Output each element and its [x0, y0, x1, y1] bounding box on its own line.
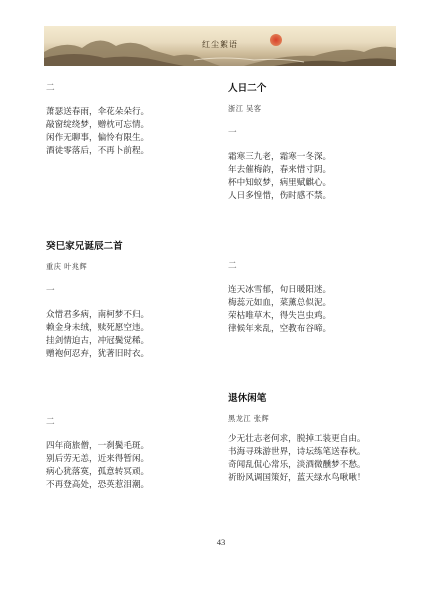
poem-title: 退休闲笔	[228, 393, 267, 404]
poem-line: 祈盼风调国策好，蓝天绿水鸟啾啾！	[228, 473, 366, 483]
poem-number: 二	[46, 83, 55, 93]
poem-line: 病心犹落寞，孤意转冥顽。	[46, 467, 150, 477]
poem-line: 萧瑟送春雨，伞花朵朵行。	[46, 107, 150, 117]
poem-block	[46, 82, 226, 158]
poem-line: 书海寻珠游世界，诗坛练笔送春秋。	[228, 447, 366, 457]
poem-number: 二	[46, 417, 55, 427]
poem-number: 二	[228, 261, 237, 271]
poem-number: 一	[228, 128, 237, 138]
poem-line: 闲作无聊事，偏怜有限生。	[46, 133, 150, 143]
poem-line: 挂剑情迫古，冲冠鬓觉稀。	[46, 336, 150, 346]
poem-line: 少无壮志老何求，脱掉工装更自由。	[228, 434, 366, 444]
poem-line: 赖金身未绒，赎死愿空违。	[46, 323, 150, 333]
poem-line: 荣枯唯草木，得失岂虫鸡。	[228, 311, 332, 321]
poem-line: 梅蕊元如血，菜薰总似泥。	[228, 298, 332, 308]
poem-block	[46, 416, 226, 492]
poem-line: 杯中知蚁梦，病里赋麒心。	[228, 178, 332, 188]
poem-title: 人日二个	[228, 83, 267, 94]
poem-line: 赠袍何忍弃，犹著旧时衣。	[46, 349, 150, 359]
header-banner	[44, 26, 396, 66]
poem-line: 酒徒零落后，不再卜前程。	[46, 146, 150, 156]
poem-line: 霜寒三九老，霜寒一冬深。	[228, 152, 332, 162]
poem-title: 癸巳家兄诞辰二首	[46, 241, 123, 252]
poem-author: 重庆 叶兆辉	[46, 262, 88, 271]
poem-line: 人日多惶惜，伤时感不禁。	[228, 191, 332, 201]
poem-line: 年去催梅韵，春来惜寸阴。	[228, 165, 332, 175]
poem-block	[46, 240, 226, 361]
poem-block	[228, 392, 418, 485]
poem-line: 四年商旅僧，一刹鬓毛斑。	[46, 441, 150, 451]
poem-line: 连天冰雪郁，旬日暖阳迷。	[228, 285, 332, 295]
poem-author: 浙江 吴客	[228, 104, 262, 113]
poem-block	[228, 82, 418, 203]
poem-line: 奇闻乱侃心常乐，淡酒微醺梦不愁。	[228, 460, 366, 470]
poem-block	[228, 260, 418, 336]
poem-author: 黑龙江 张辉	[228, 414, 270, 423]
banner-title: 红尘絮语	[202, 40, 238, 49]
page-number: 43	[216, 537, 226, 547]
poem-line: 律候年来乱，空教布谷啼。	[228, 324, 332, 334]
poem-line: 别后劳无恙，近来得暂闲。	[46, 454, 150, 464]
poem-number: 一	[46, 286, 55, 296]
poem-line: 众惜君多病，南柯梦不归。	[46, 310, 150, 320]
poem-line: 敲窗绽绕梦，赠枕可忘情。	[46, 120, 150, 130]
poem-line: 不再登高处，恐英惹泪潮。	[46, 480, 150, 490]
